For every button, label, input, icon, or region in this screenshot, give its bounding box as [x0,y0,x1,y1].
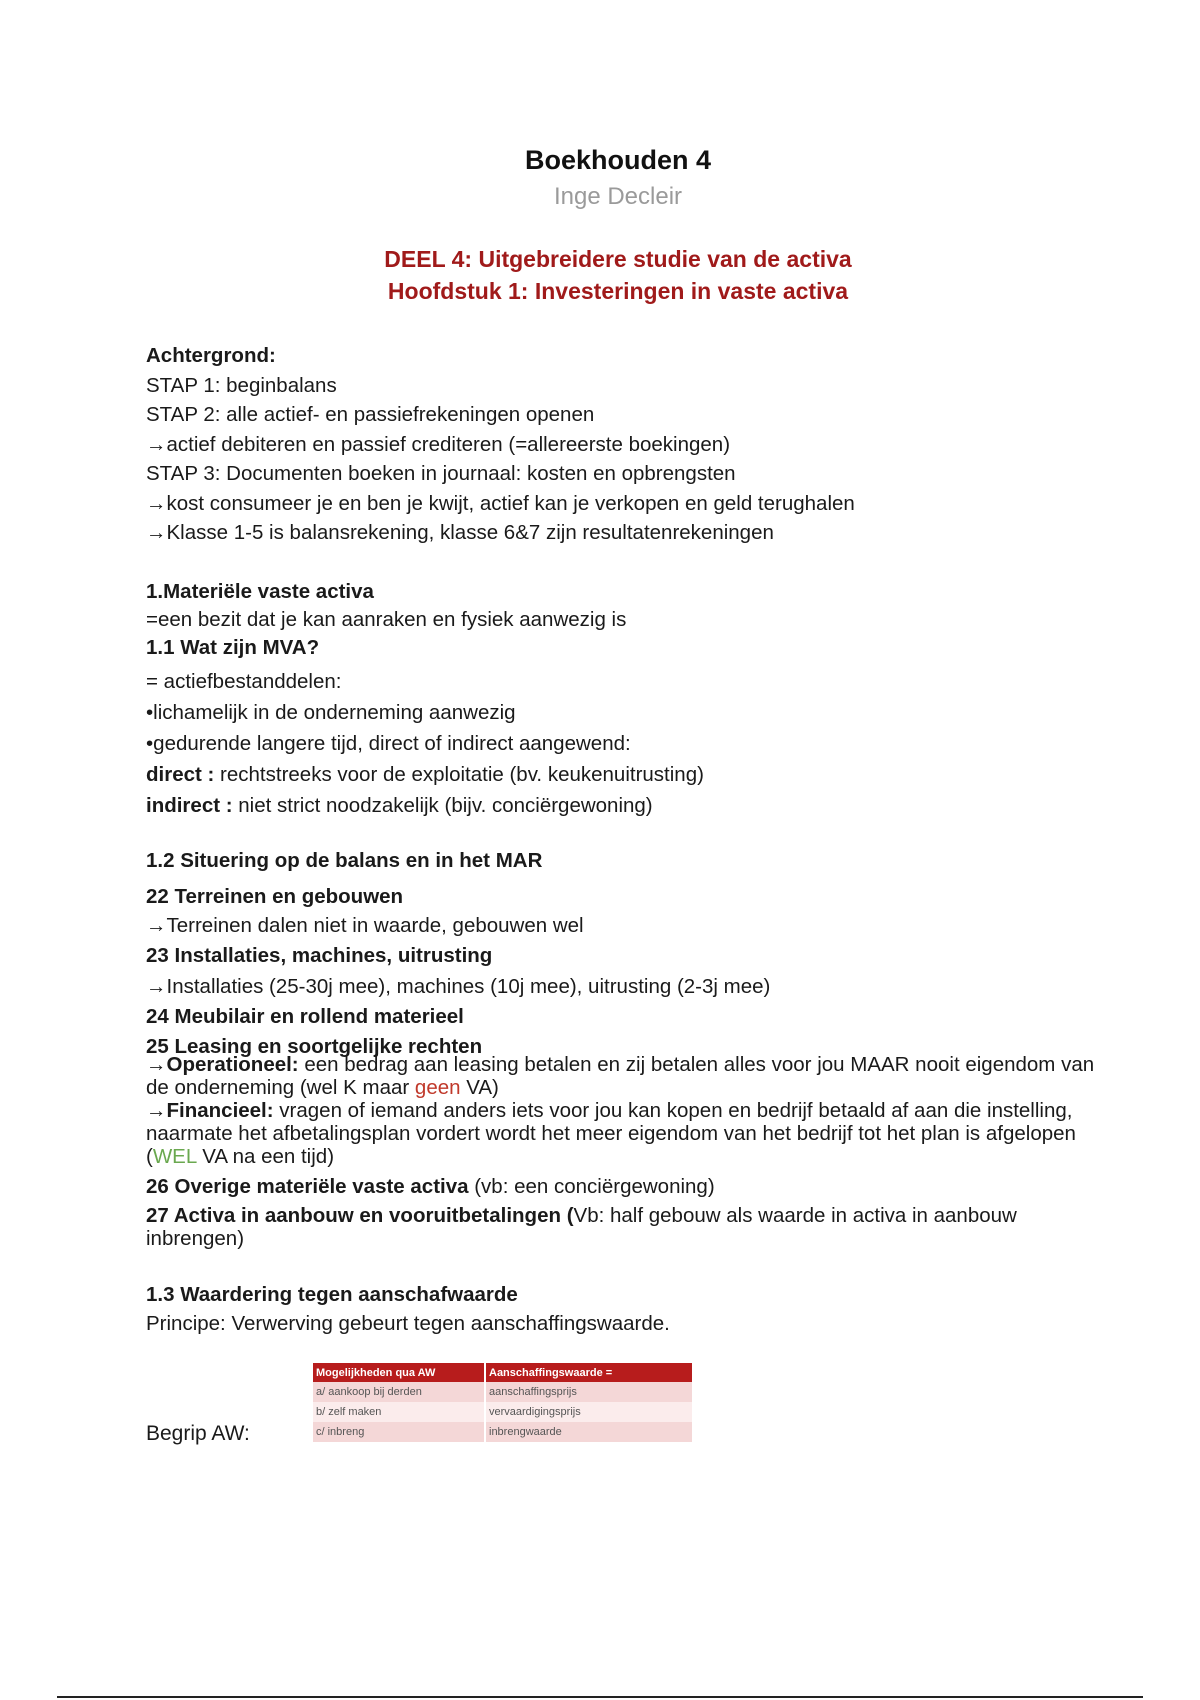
financial-label: →Financieel: [146,1099,274,1122]
class-23-note: →Installaties (25-30j mee), machines (10j mee), uitrusting (2-3j mee) [146,975,771,998]
principle-text: Principe: Verwerving gebeurt tegen aanschaffingswaarde. [146,1312,670,1335]
begrip-aw-label: Begrip AW: [146,1422,250,1445]
table-header: Aanschaffingswaarde = [485,1363,692,1382]
leasing-financial [146,1099,1096,1168]
background-line: →Klasse 1-5 is balansrekening, klasse 6&7 zijn resultatenrekeningen [146,521,774,544]
background-line: STAP 3: Documenten boeken in journaal: kosten en opbrengsten [146,462,736,485]
mva-line: = actiefbestanddelen: [146,670,342,693]
table-cell: inbrengwaarde [485,1422,692,1442]
class-26-heading: 26 Overige materiële vaste activa [146,1175,469,1198]
table-cell: aanschaffingsprijs [485,1382,692,1402]
operational-label: →Operationeel: [146,1053,299,1076]
financial-text: vragen of iemand anders iets voor jou kan kopen en bedrijf betaald af aan die instelling, naarmate het afbetalingsplan vordert wordt het meer eigendom van het bedrijf tot het plan is afgelopen ( [146,1099,1076,1168]
class-23-heading: 23 Installaties, machines, uitrusting [146,943,493,967]
direct-label: direct : [146,763,215,786]
document-author: Inge Decleir [553,183,683,210]
table-cell: vervaardigingsprijs [485,1402,692,1422]
class-25-heading: 25 Leasing en soortgelijke rechten [146,1035,483,1058]
operational-text-end: VA) [460,1076,499,1099]
direct-line [146,759,1096,790]
class-24-heading: 24 Meubilair en rollend materieel [146,1004,464,1028]
class-26-text: (vb: een conciërgewoning) [468,1175,715,1198]
section-1-definition: =een bezit dat je kan aanraken en fysiek aanwezig is [146,608,627,631]
class-22-heading: 22 Terreinen en gebouwen [146,884,404,908]
class-27-text: Vb: half gebouw als waarde in activa in aanbouw inbrengen) [146,1203,1017,1250]
financial-text-end: VA na een tijd) [196,1145,335,1168]
mva-line: •gedurende langere tijd, direct of indirect aangewend: [146,732,631,755]
background-line: →actief debiteren en passief crediteren (=allereerste boekingen) [146,432,731,456]
table-cell: b/ zelf maken [313,1402,485,1422]
table-row [313,1382,692,1402]
section-1-heading: 1.Materiële vaste activa [146,579,374,603]
background-line: →kost consumeer je en ben je kwijt, actief kan je verkopen en geld terughalen [146,491,855,515]
indirect-label: indirect : [146,794,233,817]
table-cell: c/ inbreng [313,1422,485,1442]
mva-line: •lichamelijk in de onderneming aanwezig [146,701,516,724]
class-27-line [146,1204,1096,1250]
financial-highlight: WEL [152,1145,197,1168]
part-heading: DEEL 4: Uitgebreidere studie van de activa [384,246,852,272]
table-header: Mogelijkheden qua AW [313,1363,485,1382]
section-1-3-heading: 1.3 Waardering tegen aanschafwaarde [146,1282,518,1306]
class-26-line [146,1172,1096,1202]
table-row [313,1422,692,1442]
table-row [313,1402,692,1422]
document-title: Boekhouden 4 [524,145,712,175]
operational-highlight: geen [414,1076,461,1099]
indirect-line [146,790,1096,821]
indirect-text: niet strict noodzakelijk (bijv. conciërgewoning) [232,794,653,817]
section-1-1-heading: 1.1 Wat zijn MVA? [146,636,320,659]
chapter-heading: Hoofdstuk 1: Investeringen in vaste activa [387,278,849,304]
background-line: STAP 1: beginbalans [146,373,337,397]
bottom-divider [57,1696,1143,1698]
direct-text: rechtstreeks voor de exploitatie (bv. keukenuitrusting) [214,763,704,786]
class-27-heading: 27 Activa in aanbouw en vooruitbetalingen ( [146,1203,574,1227]
table-header-row [313,1363,692,1382]
leasing-operational [146,1053,1096,1099]
operational-text: een bedrag aan leasing betalen en zij betalen alles voor jou MAAR nooit eigendom van de onderneming (wel K maar [146,1053,1095,1099]
table-cell: a/ aankoop bij derden [313,1382,485,1402]
section-1-2-heading: 1.2 Situering op de balans en in het MAR [146,849,543,872]
document-body [146,341,1096,1339]
class-22-note: →Terreinen dalen niet in waarde, gebouwen wel [146,914,584,937]
aw-table [313,1363,692,1442]
aw-table-wrapper [313,1363,692,1442]
background-line: STAP 2: alle actief- en passiefrekeningen openen [146,403,595,426]
background-heading: Achtergrond: [146,344,276,367]
